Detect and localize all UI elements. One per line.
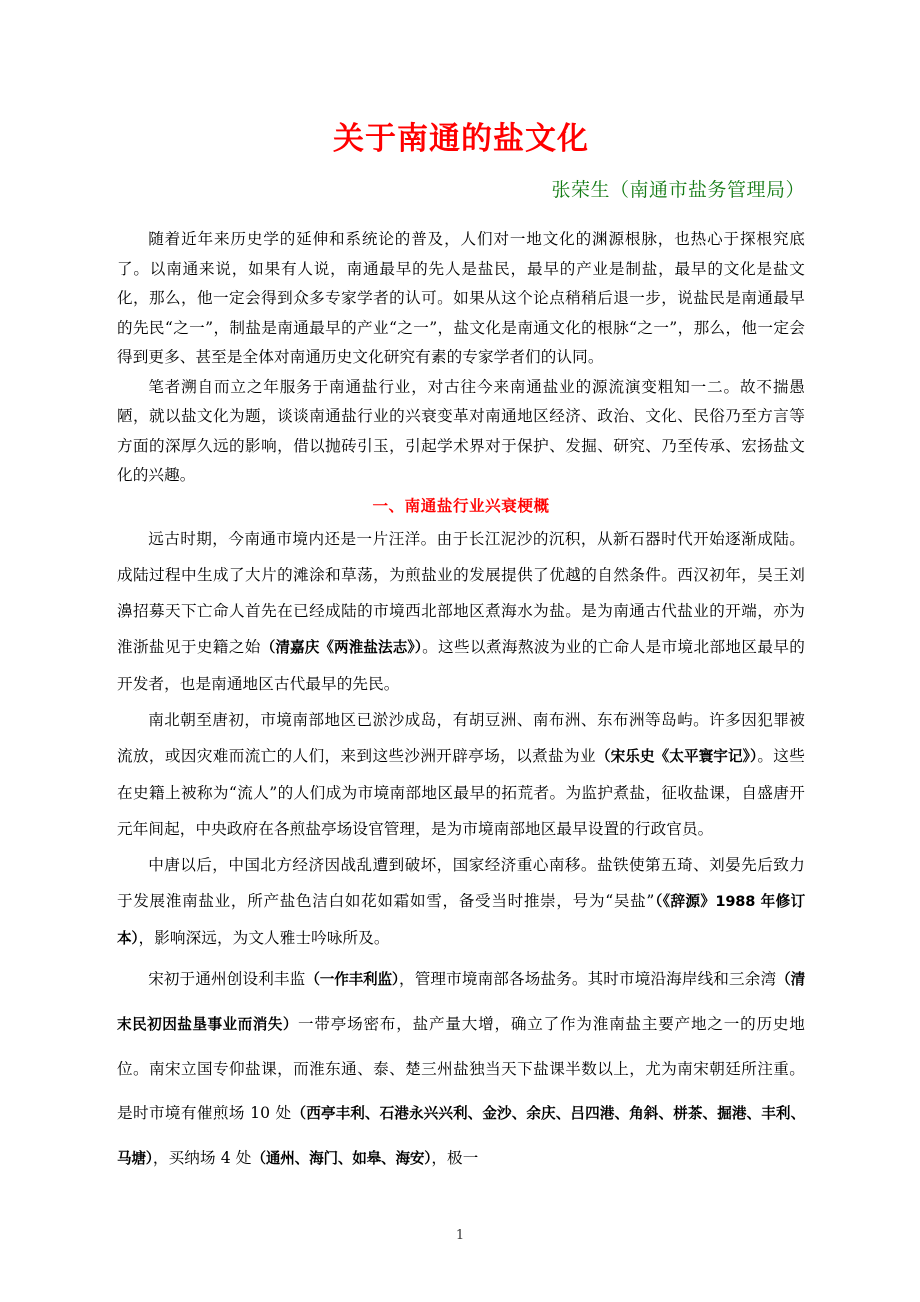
section-heading-1: 一、南通盐行业兴衰梗概 (372, 496, 550, 515)
paragraph-6-citation-3: （西亭丰利、石港永兴兴利、金沙、余庆、吕四港、角斜、栟茶、掘港、丰利、马塘） (117, 1104, 805, 1167)
paragraph-5-text-a: 中唐以后，中国北方经济因战乱遭到破坏，国家经济重心南移。盐铁使第五琦、刘晏先后致力于发展淮南盐业，所产盐色洁白如花如霜如雪，备受当时推崇，号为“吴盐” (117, 855, 805, 910)
paragraph-6-citation-1: （一作丰利监） (305, 970, 399, 988)
paragraph-4-citation: （宋乐史《太平寰宇记》） (595, 747, 758, 765)
paragraph-4 (117, 702, 805, 847)
author-byline: 张荣生（南通市盐务管理局） (551, 178, 805, 201)
paragraph-6-text-b: ，管理市境南部各场盐务。其时市境沿海岸线和三余湾 (398, 969, 777, 988)
paragraph-4-text-b: 。这些在史籍上被称为“流人”的人们成为市境南部地区最早的拓荒者。为监护煮盐，征收盐课，自盛唐开元年间起，中央政府在各煎盐亭场设官管理，是为市境南部地区最早设置的行政官员。 (117, 746, 805, 838)
paragraph-5-text-b: ，影响深远，为文人雅士吟咏所及。 (138, 928, 390, 947)
paragraph-5-citation: （《辞源》1988 年修订本） (117, 892, 805, 947)
paragraph-3-citation: （清嘉庆《两淮盐法志》） (260, 638, 423, 656)
paragraph-6-citation-4: （通州、海门、如皋、海安） (251, 1149, 432, 1167)
paragraph-5 (117, 847, 805, 957)
paragraph-3-text-a: 远古时期，今南通市境内还是一片汪洋。由于长江泥沙的沉积，从新石器时代开始逐渐成陆。成陆过程中生成了大片的滩涂和草荡，为煎盐业的发展提供了优越的自然条件。西汉初年，吴王刘濞招募天下亡命人首先在已经成陆的市境西北部地区煮海水为盐。是为南通古代盐业的开端，亦为淮浙盐见于史籍之始 (117, 529, 805, 656)
paragraph-6 (117, 957, 805, 1181)
document-body (117, 201, 805, 1181)
paragraph-3 (117, 521, 805, 702)
page-title: 关于南通的盐文化 (333, 121, 589, 157)
paragraph-6-text-c: 一带亭场密布，盐产量大增，确立了作为淮南盐主要产地之一的历史地位。南宋立国专仰盐课，而淮东通、泰、楚三州盐独当天下盐课半数以上，尤为南宋朝廷所注重。是时市境有催煎场 10 处 (117, 1014, 805, 1122)
paragraph-6-text-e: ，极一 (431, 1148, 479, 1167)
paragraph-6-citation-2: （清末民初因盐垦事业而消失） (117, 970, 805, 1033)
paragraph-6-text-d: ，买纳场 4 处 (152, 1148, 252, 1167)
paragraph-3-text-b: 。这些以煮海熬波为业的亡命人是市境北部地区最早的开发者，也是南通地区古代最早的先民。 (117, 637, 805, 693)
page-number: 1 (455, 1228, 465, 1243)
paragraph-6-text-a: 宋初于通州创设利丰监 (148, 969, 306, 988)
page-content (117, 0, 805, 1181)
paragraph-1: 随着近年来历史学的延伸和系统论的普及，人们对一地文化的渊源根脉，也热心于探根究底了。以南通来说，如果有人说，南通最早的先人是盐民，最早的产业是制盐，最早的文化是盐文化，那么，他一定会得到众多专家学者的认可。如果从这个论点稍稍后退一步，说盐民是南通最早的先民“之一”，制盐是南通最早的产业“之一”，盐文化是南通文化的根脉“之一”，那么，他一定会得到更多、甚至是全体对南通历史文化研究有素的专家学者们的认同。 (117, 230, 805, 367)
paragraph-2: 笔者溯自而立之年服务于南通盐行业，对古往今来南通盐业的源流演变粗知一二。故不揣愚陋，就以盐文化为题，谈谈南通盐行业的兴衰变革对南通地区经济、政治、文化、民俗乃至方言等方面的深厚久远的影响，借以抛砖引玉，引起学术界对于保护、发掘、研究、乃至传承、宏扬盐文化的兴趣。 (117, 377, 805, 485)
paragraph-4-text-a: 南北朝至唐初，市境南部地区已淤沙成岛，有胡豆洲、南布洲、东布洲等岛屿。许多因犯罪被流放，或因灾难而流亡的人们，来到这些沙洲开辟亭场，以煮盐为业 (117, 710, 805, 765)
